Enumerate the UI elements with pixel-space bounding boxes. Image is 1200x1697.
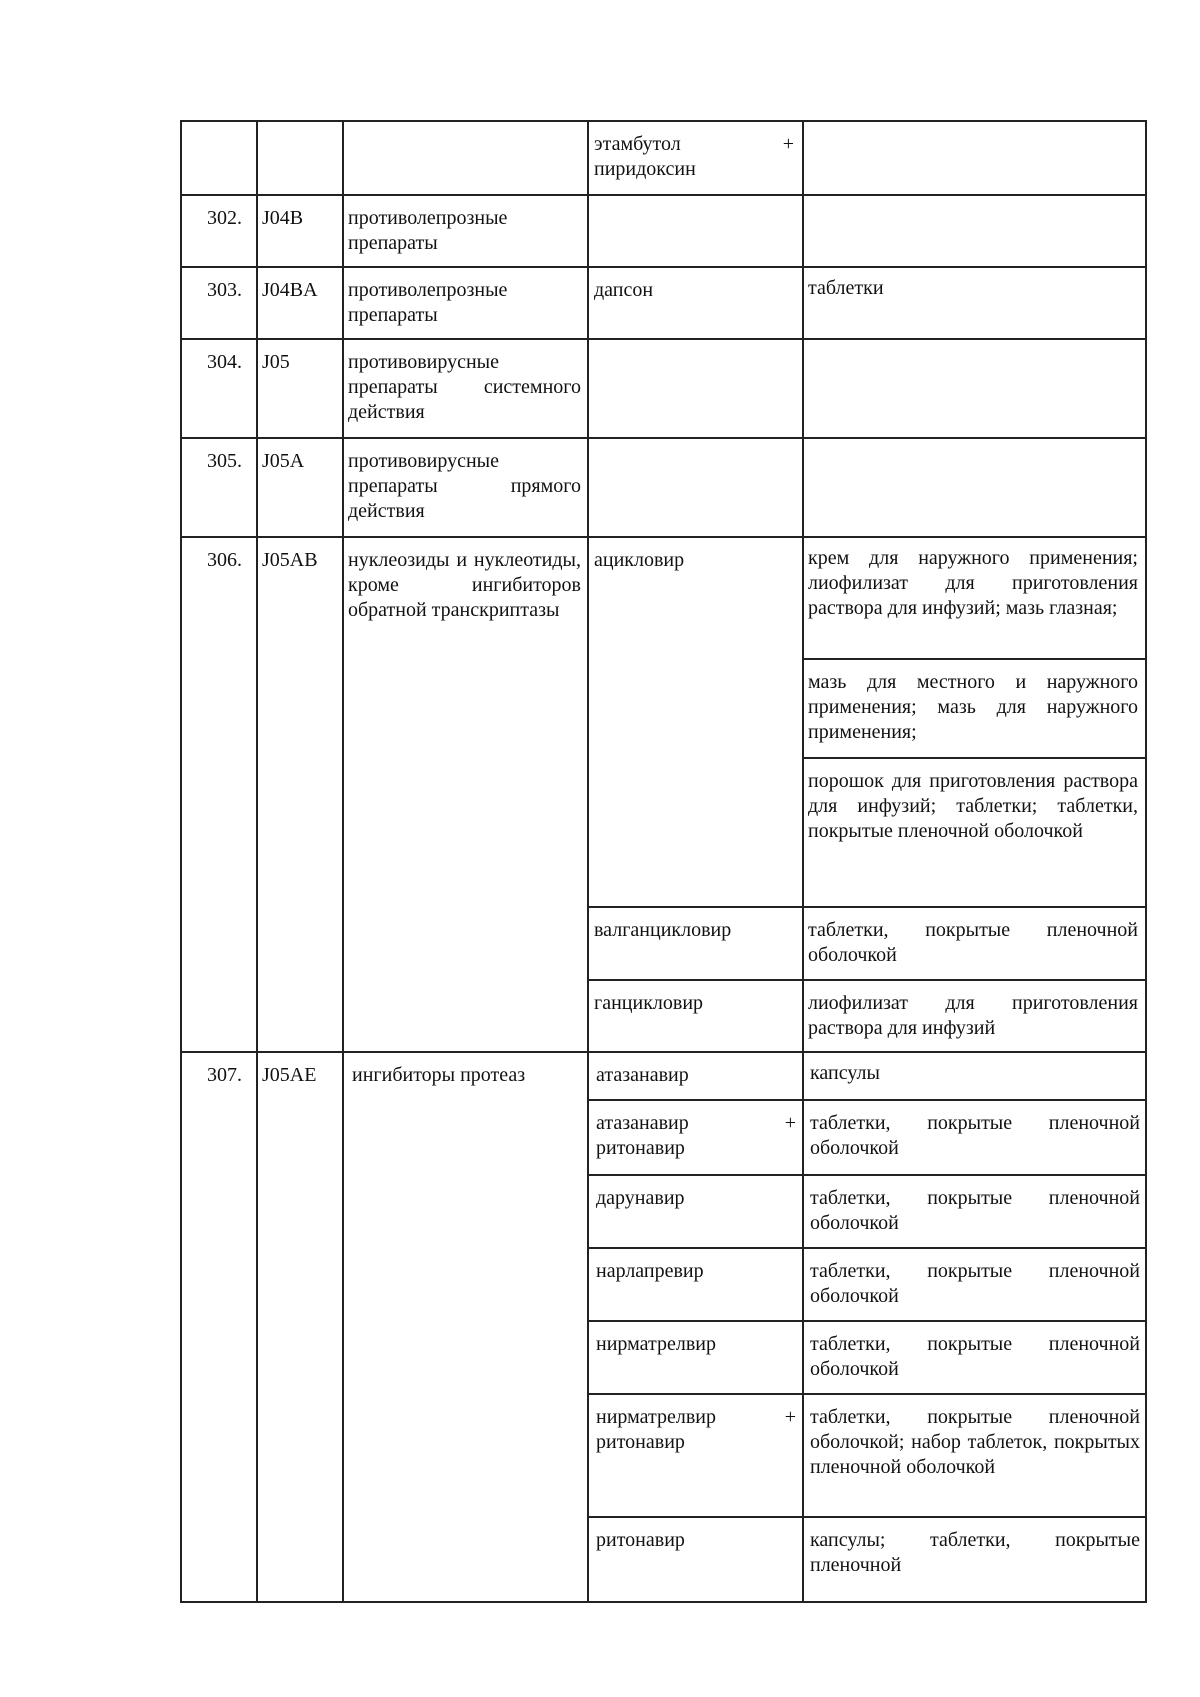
dosage-forms: таблетки, покрытые пленочной оболочкой [810, 1260, 1140, 1307]
row-border-302 [180, 194, 1147, 196]
drug-name-part: нирматрелвир [596, 1406, 716, 1428]
atc-code: J04B [262, 207, 304, 229]
drug-name-part: атазанавир [596, 1112, 689, 1134]
group-name: ингибиторы протеаз [352, 1064, 526, 1086]
dosage-forms: таблетки [808, 277, 884, 299]
drug-name-cell [594, 132, 794, 182]
drug-sep-307-b [587, 1174, 1147, 1176]
drug-sep-306-a [587, 906, 1147, 908]
dosage-forms: таблетки, покрытые пленочной оболочкой; набор таблеток, покрытых пленочной оболочкой [810, 1406, 1140, 1478]
dosage-forms: таблетки, покрытые пленочной оболочкой [808, 919, 1138, 966]
drug-name-part: пиридоксин [594, 158, 696, 180]
group-name: нуклеозиды и нуклеотиды, кроме ингибиторов обратной транскриптазы [348, 549, 581, 621]
atc-code: J04BA [262, 279, 318, 301]
dosage-forms: порошок для приготовления раствора для инфузий; таблетки; таблетки, покрытые пленочной оболочкой [808, 770, 1138, 842]
drug-sep-306-b [587, 979, 1147, 981]
drug-sep-307-f [587, 1516, 1147, 1518]
drug-sep-307-e [587, 1393, 1147, 1395]
row-border-305 [180, 437, 1147, 439]
row-number: 304. [207, 351, 242, 373]
drug-sep-307-d [587, 1320, 1147, 1322]
row-border-304 [180, 338, 1147, 340]
row-border-bottom [180, 1601, 1147, 1603]
dosage-forms: таблетки, покрытые пленочной оболочкой [810, 1112, 1140, 1159]
atc-code: J05AE [262, 1064, 317, 1086]
dosage-forms: таблетки, покрытые пленочной оболочкой [810, 1333, 1140, 1380]
drug-name: валганцикловир [594, 919, 732, 941]
drug-sep-307-c [587, 1247, 1147, 1249]
row-number: 307. [207, 1064, 242, 1086]
drug-name-cell [596, 1405, 796, 1455]
col-sep-3 [587, 120, 589, 1603]
row-number: 303. [207, 279, 242, 301]
atc-code: J05 [262, 351, 290, 373]
atc-code: J05AB [262, 549, 318, 571]
row-number: 302. [207, 207, 242, 229]
table-border-left [180, 120, 182, 1603]
dosage-forms: лиофилизат для приготовления раствора для инфузий [808, 992, 1138, 1039]
col-sep-4 [802, 120, 804, 1603]
drug-name-part: ритонавир [596, 1431, 685, 1453]
group-name: противолепрозные препараты [348, 279, 508, 326]
drug-name: ацикловир [594, 549, 685, 571]
row-number: 305. [207, 450, 242, 472]
dosage-forms: мазь для местного и наружного применения; мазь для наружного применения; [808, 671, 1138, 743]
row-border-top [180, 120, 1147, 122]
col-sep-2 [342, 120, 344, 1603]
drug-sep-307-a [587, 1099, 1147, 1101]
dosage-forms: капсулы [810, 1062, 880, 1084]
drug-name-part: ритонавир [596, 1137, 685, 1159]
dosage-forms: капсулы; таблетки, покрытые пленочной [810, 1529, 1140, 1576]
group-name: противолепрозные препараты [348, 207, 508, 254]
plus-sign: + [782, 133, 794, 155]
drug-name: дарунавир [596, 1187, 685, 1209]
row-number: 306. [207, 549, 242, 571]
row-border-307 [180, 1051, 1147, 1053]
drug-name: ритонавир [596, 1529, 685, 1551]
row-border-306 [180, 536, 1147, 538]
drug-name: дапсон [594, 279, 654, 301]
group-name: противовирусные препараты системного действия [348, 351, 581, 423]
dosage-forms: крем для наружного применения; лиофилизат для приготовления раствора для инфузий; мазь глазная; [808, 547, 1138, 619]
form-sep-306-a [802, 658, 1147, 660]
drug-name: нарлапревир [596, 1260, 704, 1282]
atc-code: J05A [262, 450, 305, 472]
drug-name-cell [596, 1111, 796, 1161]
drug-name: атазанавир [596, 1064, 689, 1086]
dosage-forms: таблетки, покрытые пленочной оболочкой [810, 1187, 1140, 1234]
drug-name: нирматрелвир [596, 1333, 716, 1355]
form-sep-306-b [802, 757, 1147, 759]
row-border-303 [180, 266, 1147, 268]
plus-sign: + [784, 1112, 796, 1134]
col-sep-1 [256, 120, 258, 1603]
group-name: противовирусные препараты прямого действия [348, 450, 581, 522]
drug-name: ганцикловир [594, 992, 704, 1014]
plus-sign: + [784, 1406, 796, 1428]
table-border-right [1145, 120, 1147, 1603]
drug-name-part: этамбутол [594, 133, 681, 155]
